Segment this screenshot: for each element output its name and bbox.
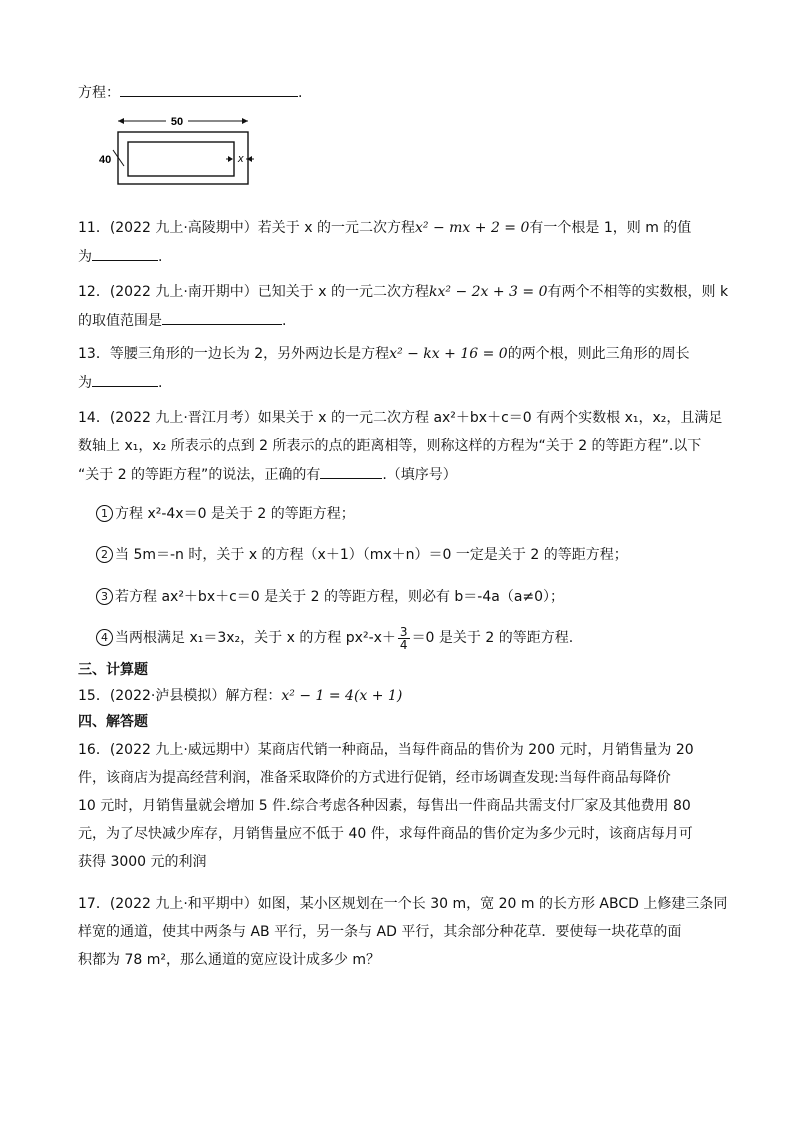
option-number-mark: 1 xyxy=(96,505,113,522)
q15-line: 15．(2022·泸县模拟）解方程：x² − 1 = 4(x + 1) xyxy=(78,688,403,704)
section-heading-answer: 四、解答题 xyxy=(78,714,148,730)
q16-line: 16．(2022 九上·威远期中）某商店代销一种商品，当每件商品的售价为 200 元时，月销售量为 20 xyxy=(78,742,694,758)
q16-line: 件，该商店为提高经营利润，准备采取降价的方式进行促销，经市场调查发现:当每件商品每降价 xyxy=(78,770,671,786)
fraction: $\frac{3}{4}$ xyxy=(399,624,408,652)
q14-line3: “关于 2 的等距方程”的说法，正确的有 .（填序号） xyxy=(78,464,457,485)
q14-line2: 数轴上 x₁，x₂ 所表示的点到 2 所表示的点的距离相等，则称这样的方程为“关于 2 的等距方程”.以下 xyxy=(78,438,702,454)
q11-line2: 为 . xyxy=(78,246,162,267)
answer-blank xyxy=(320,464,382,479)
border-label: x xyxy=(238,153,244,165)
frame-figure xyxy=(96,110,256,186)
height-label: 40 xyxy=(99,154,112,166)
q13-line2: 为 . xyxy=(78,372,162,393)
option-number-mark: 4 xyxy=(96,629,113,646)
q15-equation: x² − 1 = 4(x + 1) xyxy=(281,688,403,704)
answer-blank xyxy=(120,82,298,97)
q12-line2: 的取值范围是 . xyxy=(78,310,286,331)
q11-line1: 11．(2022 九上·高陵期中）若关于 x 的一元二次方程x² − mx + 2 = 0有一个根是 1，则 m 的值 xyxy=(78,220,692,236)
answer-blank xyxy=(92,246,158,261)
q10-answer-line: 方程： . xyxy=(78,82,302,103)
q16-line: 元，为了尽快减少库存，月销售量应不低于 40 件，求每件商品的售价定为多少元时，该商店每月可 xyxy=(78,826,693,842)
q11-equation: x² − mx + 2 = 0 xyxy=(415,220,530,236)
answer-blank xyxy=(162,310,282,325)
answer-blank xyxy=(92,372,158,387)
q12-equation: kx² − 2x + 3 = 0 xyxy=(429,284,548,300)
q17-line: 积都为 78 m²，那么通道的宽应设计成多少 m？ xyxy=(78,952,381,968)
q12-line1: 12．(2022 九上·南开期中）已知关于 x 的一元二次方程kx² − 2x + 3 = 0有两个不相等的实数根，则 k xyxy=(78,284,729,300)
option-number-mark: 3 xyxy=(96,588,113,605)
q16-line: 10 元时，月销售量就会增加 5 件.综合考虑各种因素，每售出一件商品共需支付厂家及其他费用 80 xyxy=(78,798,691,814)
q14-line1: 14．(2022 九上·晋江月考）如果关于 x 的一元二次方程 ax²＋bx＋c＝0 有两个实数根 x₁，x₂，且满足 xyxy=(78,410,723,426)
q14-option-2: 2 当 5m＝-n 时，关于 x 的方程（x＋1）（mx＋n）＝0 一定是关于 2 的等距方程； xyxy=(96,545,628,565)
q13-line1: 13．等腰三角形的一边长为 2，另外两边长是方程x² − kx + 16 = 0的两个根，则此三角形的周长 xyxy=(78,346,690,362)
q14-option-1: 1 方程 x²-4x＝0 是关于 2 的等距方程； xyxy=(96,504,355,524)
q17-line: 17．(2022 九上·和平期中）如图，某小区规划在一个长 30 m，宽 20 m 的长方形 ABCD 上修建三条同 xyxy=(78,896,728,912)
inner-rectangle xyxy=(128,142,234,176)
q17-line: 样宽的通道，使其中两条与 AB 平行，另一条与 AD 平行，其余部分种花草．要使每一块花草的面 xyxy=(78,924,682,940)
q13-equation: x² − kx + 16 = 0 xyxy=(389,346,508,362)
section-heading-calculation: 三、计算题 xyxy=(78,662,148,678)
q14-option-4: 4 当两根满足 x₁＝3x₂，关于 x 的方程 px²-x＋ $\frac{3}{4}$ ＝0 是关于 2 的等距方程. xyxy=(96,625,573,651)
option-number-mark: 2 xyxy=(96,546,113,563)
q16-line: 获得 3000 元的利润 xyxy=(78,854,207,870)
width-label: 50 xyxy=(170,116,184,128)
q14-option-3: 3 若方程 ax²＋bx＋c＝0 是关于 2 的等距方程，则必有 b＝-4a（a≠0）； xyxy=(96,587,564,607)
